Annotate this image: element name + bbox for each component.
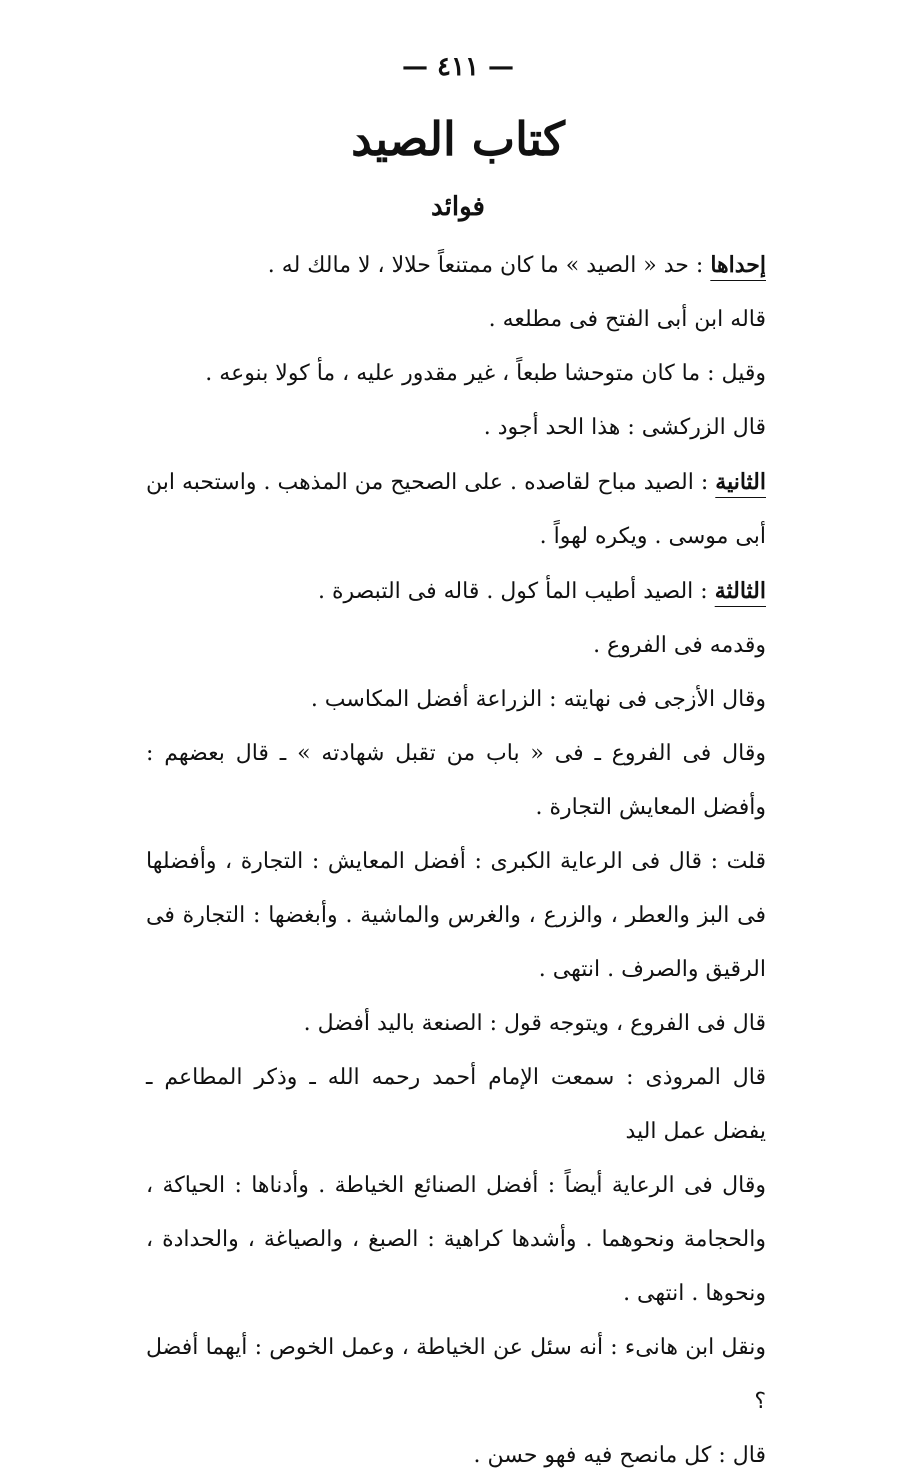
paragraph-text: وقيل : ما كان متوحشا طبعاً ، غير مقدور عليه ، مأ كولا بنوعه .	[205, 361, 766, 386]
paragraph	[146, 835, 766, 997]
paragraph	[146, 293, 766, 347]
paragraph	[146, 238, 766, 293]
paragraph-text: قال : كل مانصح فيه فهو حسن .	[473, 1443, 766, 1468]
paragraph-text: قال فى الفروع ، ويتوجه قول : الصنعة باليد أفضل .	[303, 1011, 766, 1036]
paragraph-text: قال المروذى : سمعت الإمام أحمد رحمه الله ـ وذكر المطاعم ـ يفضل عمل اليد	[146, 1065, 766, 1144]
paragraph-text: : حد « الصيد » ما كان ممتنعاً حلالا ، لا مالك له .	[267, 253, 704, 278]
paragraph-text: : الصيد أطيب المأ كول . قاله فى التبصرة .	[317, 579, 708, 604]
chapter-title: كتاب الصيد	[351, 112, 565, 166]
paragraph-lead: الثالثة	[714, 578, 766, 604]
paragraph	[146, 673, 766, 727]
body-text	[146, 238, 766, 1483]
paragraph-text: وقال فى الفروع ـ فى « باب من تقبل شهادته » ـ قال بعضهم : وأفضل المعايش التجارة .	[146, 741, 766, 820]
paragraph	[146, 619, 766, 673]
paragraph	[146, 455, 766, 564]
paragraph	[146, 401, 766, 455]
paragraph	[146, 727, 766, 835]
paragraph-text: ونقل ابن هانىء : أنه سئل عن الخياطة ، وعمل الخوص : أيهما أفضل ؟	[146, 1335, 766, 1414]
paragraph-text: وقدمه فى الفروع .	[593, 633, 766, 658]
page-number: — ٤١١ —	[401, 52, 515, 82]
paragraph-text: قال الزركشى : هذا الحد أجود .	[483, 415, 766, 440]
paragraph	[146, 1429, 766, 1483]
paragraph	[146, 347, 766, 401]
paragraph-text: وقال فى الرعاية أيضاً : أفضل الصنائع الخياطة . وأدناها : الحياكة ، والحجامة ونحوهما . وأشدها كراهية : الصبغ ، والصياغة ، والحدادة ، ونحوها . انتهى .	[146, 1173, 766, 1306]
paragraph-text: قلت : قال فى الرعاية الكبرى : أفضل المعايش : التجارة ، وأفضلها فى البز والعطر ، والزرع ، والغرس والماشية . وأبغضها : التجارة فى الرقيق والصرف . انتهى .	[146, 849, 766, 982]
paragraph	[146, 1321, 766, 1429]
paragraph	[146, 1159, 766, 1321]
paragraph	[146, 1051, 766, 1159]
section-title: فوائد	[431, 192, 485, 222]
paragraph	[146, 997, 766, 1051]
paragraph-text: : الصيد مباح لقاصده . على الصحيح من المذهب . واستحبه ابن أبى موسى . ويكره لهواً .	[146, 470, 766, 549]
paragraph-lead: إحداها	[710, 252, 766, 278]
paragraph-text: قاله ابن أبى الفتح فى مطلعه .	[488, 307, 766, 332]
paragraph-text: وقال الأزجى فى نهايته : الزراعة أفضل المكاسب .	[310, 687, 766, 712]
paragraph	[146, 564, 766, 619]
paragraph-lead: الثانية	[715, 469, 766, 495]
